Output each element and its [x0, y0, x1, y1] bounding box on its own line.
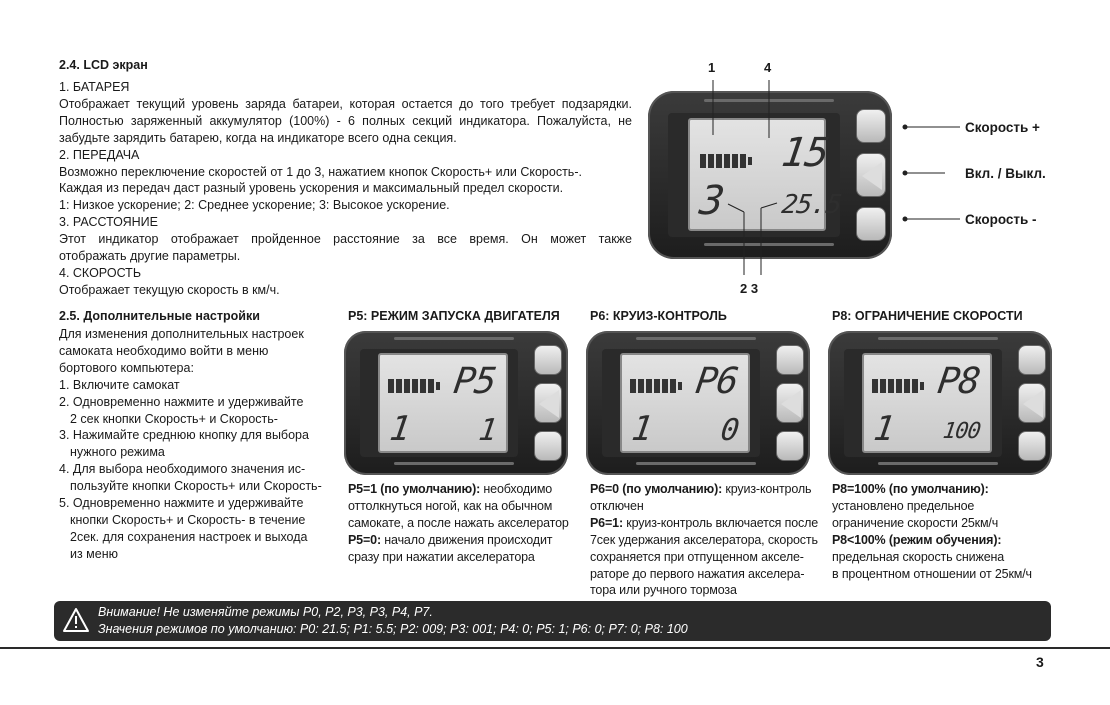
- description-line: [832, 515, 1032, 532]
- text-line: Для изменения дополнительных настроек: [59, 327, 304, 341]
- speed-minus-button[interactable]: [534, 431, 562, 461]
- p5-display-device: [344, 331, 568, 475]
- speed-minus-button[interactable]: [776, 431, 804, 461]
- text-line: пользуйте кнопки Скорость+ или Скорость-: [70, 479, 322, 494]
- param-text: ограничение скорости 25км/ч: [832, 515, 999, 530]
- param-value: P8<100% (режим обучения):: [832, 532, 1002, 547]
- page-number: 3: [1036, 654, 1044, 670]
- text-line: 2. ПЕРЕДАЧА: [59, 147, 140, 162]
- warning-line-1: Внимание! Не изменяйте режимы P0, P2, P3, P3, P4, P7.: [98, 605, 433, 619]
- text-line: 3. Нажимайте среднюю кнопку для выбора: [59, 428, 309, 443]
- description-line: [348, 498, 569, 515]
- warning-icon: [62, 607, 90, 633]
- speed-plus-button[interactable]: [534, 345, 562, 375]
- p5-title: P5: РЕЖИМ ЗАПУСКА ДВИГАТЕЛЯ: [348, 309, 560, 323]
- description-line: [590, 582, 818, 599]
- text-line: Отображает текущий уровень заряда батареи, которая остается до того требует подзарядки.: [59, 96, 632, 111]
- param-text: круиз-контроль: [722, 482, 812, 496]
- p8-mode-value: P8: [935, 361, 983, 402]
- p6-title: P6: КРУИЗ-КОНТРОЛЬ: [590, 309, 727, 323]
- description-line: [590, 566, 818, 583]
- p8-display-device: [828, 331, 1052, 475]
- description-line: [348, 481, 569, 498]
- text-line: самоката необходимо войти в меню: [59, 343, 269, 358]
- text-line: Полностью заряженный аккумулятор (100%) - 6 полных секций индикатора. Пожалуйста, не: [59, 113, 632, 128]
- text-line: кнопки Скорость+ и Скорость- в течение: [70, 512, 306, 527]
- text-line: 1. БАТАРЕЯ: [59, 80, 130, 94]
- param-text: установлено предельное: [832, 498, 975, 513]
- p8-description: [832, 481, 1032, 582]
- text-line: 1. Включите самокат: [59, 377, 180, 392]
- param-value: P5=1 (по умолчанию):: [348, 482, 481, 496]
- label-speed-minus: Скорость -: [965, 212, 1037, 227]
- settings-text: [59, 326, 324, 563]
- p5-left-value: 1: [387, 409, 413, 449]
- text-line: нужного режима: [70, 445, 165, 460]
- text-line: бортового компьютера:: [59, 360, 194, 375]
- speed-plus-button[interactable]: [1018, 345, 1046, 375]
- callout-lines: [640, 70, 970, 285]
- param-text: необходимо: [480, 482, 553, 496]
- p5-description: [348, 481, 569, 566]
- description-line: [348, 549, 569, 566]
- text-line: из меню: [70, 546, 119, 561]
- text-line: Отображает текущую скорость в км/ч.: [59, 282, 280, 297]
- battery-indicator: [388, 379, 440, 393]
- lcd-heading: 2.4. LCD экран: [59, 58, 148, 72]
- param-text: тора или ручного тормоза: [590, 583, 737, 598]
- text-line: 4. СКОРОСТЬ: [59, 265, 142, 280]
- warning-bar: [54, 601, 1051, 641]
- p5-right-value: 1: [476, 413, 499, 448]
- description-line: [590, 549, 818, 566]
- param-text: круиз-контроль включается после: [622, 515, 819, 530]
- text-line: Каждая из передач даст разный уровень ускорения и максимальный предел скорости.: [59, 181, 564, 196]
- mode-button[interactable]: [1018, 383, 1046, 423]
- speed-value: 15: [778, 130, 832, 176]
- warning-line-2: Значения режимов по умолчанию: P0: 21.5; P1: 5.5; P2: 009; P3: 001; P4: 0; P5: 1; P6: 0; P7: 0; P8: 100: [98, 622, 688, 636]
- description-line: [590, 481, 818, 498]
- p8-left-value: 1: [871, 409, 897, 449]
- callout-1: 1: [708, 60, 716, 75]
- footer-rule: [0, 647, 1110, 649]
- settings-heading: 2.5. Дополнительные настройки: [59, 309, 260, 323]
- description-line: [832, 481, 1032, 498]
- param-text: отключен: [590, 498, 644, 513]
- param-text: сразу при нажатии акселератора: [348, 549, 535, 564]
- p8-lcd-screen: [862, 353, 992, 453]
- param-text: предельная скорость снижена: [832, 549, 1005, 564]
- label-power: Вкл. / Выкл.: [965, 166, 1046, 181]
- description-line: [832, 549, 1032, 566]
- p6-left-value: 1: [629, 409, 655, 449]
- text-line: 2. Одновременно нажмите и удерживайте: [59, 394, 304, 409]
- p8-title: P8: ОГРАНИЧЕНИЕ СКОРОСТИ: [832, 309, 1023, 323]
- mode-button[interactable]: [776, 383, 804, 423]
- param-value: P6=0 (по умолчанию):: [590, 482, 723, 496]
- description-line: [348, 515, 569, 532]
- callout-2-3: 2 3: [740, 281, 759, 296]
- text-line: 2 сек кнопки Скорость+ и Скорость-: [70, 411, 278, 426]
- label-speed-plus: Скорость +: [965, 120, 1040, 135]
- description-line: [590, 498, 818, 515]
- distance-value: 25.5: [779, 190, 843, 220]
- p8-right-value: 100: [941, 419, 982, 444]
- text-line: 3. РАССТОЯНИЕ: [59, 215, 158, 230]
- text-line: отображать другие параметры.: [59, 249, 241, 264]
- p6-display-device: [586, 331, 810, 475]
- p6-mode-value: P6: [693, 361, 741, 402]
- description-line: [590, 532, 818, 549]
- battery-indicator: [872, 379, 924, 393]
- speed-plus-button[interactable]: [776, 345, 804, 375]
- description-line: [832, 566, 1032, 583]
- description-line: [348, 532, 569, 549]
- p6-right-value: 0: [718, 413, 741, 448]
- p6-lcd-screen: [620, 353, 750, 453]
- param-value: P8=100% (по умолчанию):: [832, 482, 989, 496]
- text-line: Этот индикатор отображает пройденное расстояние за все время. Он может также: [59, 232, 632, 247]
- text-line: забудьте зарядить батарею, когда на индикаторе всего одна секция.: [59, 130, 457, 145]
- callout-4: 4: [764, 60, 772, 75]
- param-text: сохраняется при отпущенном акселе-: [590, 549, 804, 564]
- description-line: [832, 498, 1032, 515]
- lcd-text: [59, 79, 632, 299]
- param-text: раторе до первого нажатия акселера-: [590, 566, 805, 581]
- param-text: самокате, а после нажать акселератор: [348, 515, 569, 530]
- p6-description: [590, 481, 818, 599]
- battery-indicator: [630, 379, 682, 393]
- description-line: [832, 532, 1032, 549]
- text-line: Возможно переключение скоростей от 1 до 3, нажатием кнопок Скорость+ или Скорость-.: [59, 164, 582, 179]
- text-line: 5. Одновременно нажмите и удерживайте: [59, 496, 304, 511]
- param-text: начало движения происходит: [380, 532, 553, 547]
- description-line: [590, 515, 818, 532]
- text-line: 1: Низкое ускорение; 2: Среднее ускорение; 3: Высокое ускорение.: [59, 198, 450, 213]
- param-value: P5=0:: [348, 532, 381, 547]
- text-line: 4. Для выбора необходимого значения ис-: [59, 462, 306, 477]
- mode-button[interactable]: [534, 383, 562, 423]
- param-value: P6=1:: [590, 515, 623, 530]
- p5-lcd-screen: [378, 353, 508, 453]
- text-line: 2сек. для сохранения настроек и выхода: [70, 529, 308, 544]
- speed-minus-button[interactable]: [1018, 431, 1046, 461]
- p5-mode-value: P5: [451, 361, 499, 402]
- param-text: оттолкнуться ногой, как на обычном: [348, 498, 553, 513]
- param-text: 7сек удержания акселератора, скорость: [590, 532, 818, 547]
- gear-value: 3: [696, 178, 727, 224]
- param-text: в процентном отношении от 25км/ч: [832, 566, 1032, 581]
